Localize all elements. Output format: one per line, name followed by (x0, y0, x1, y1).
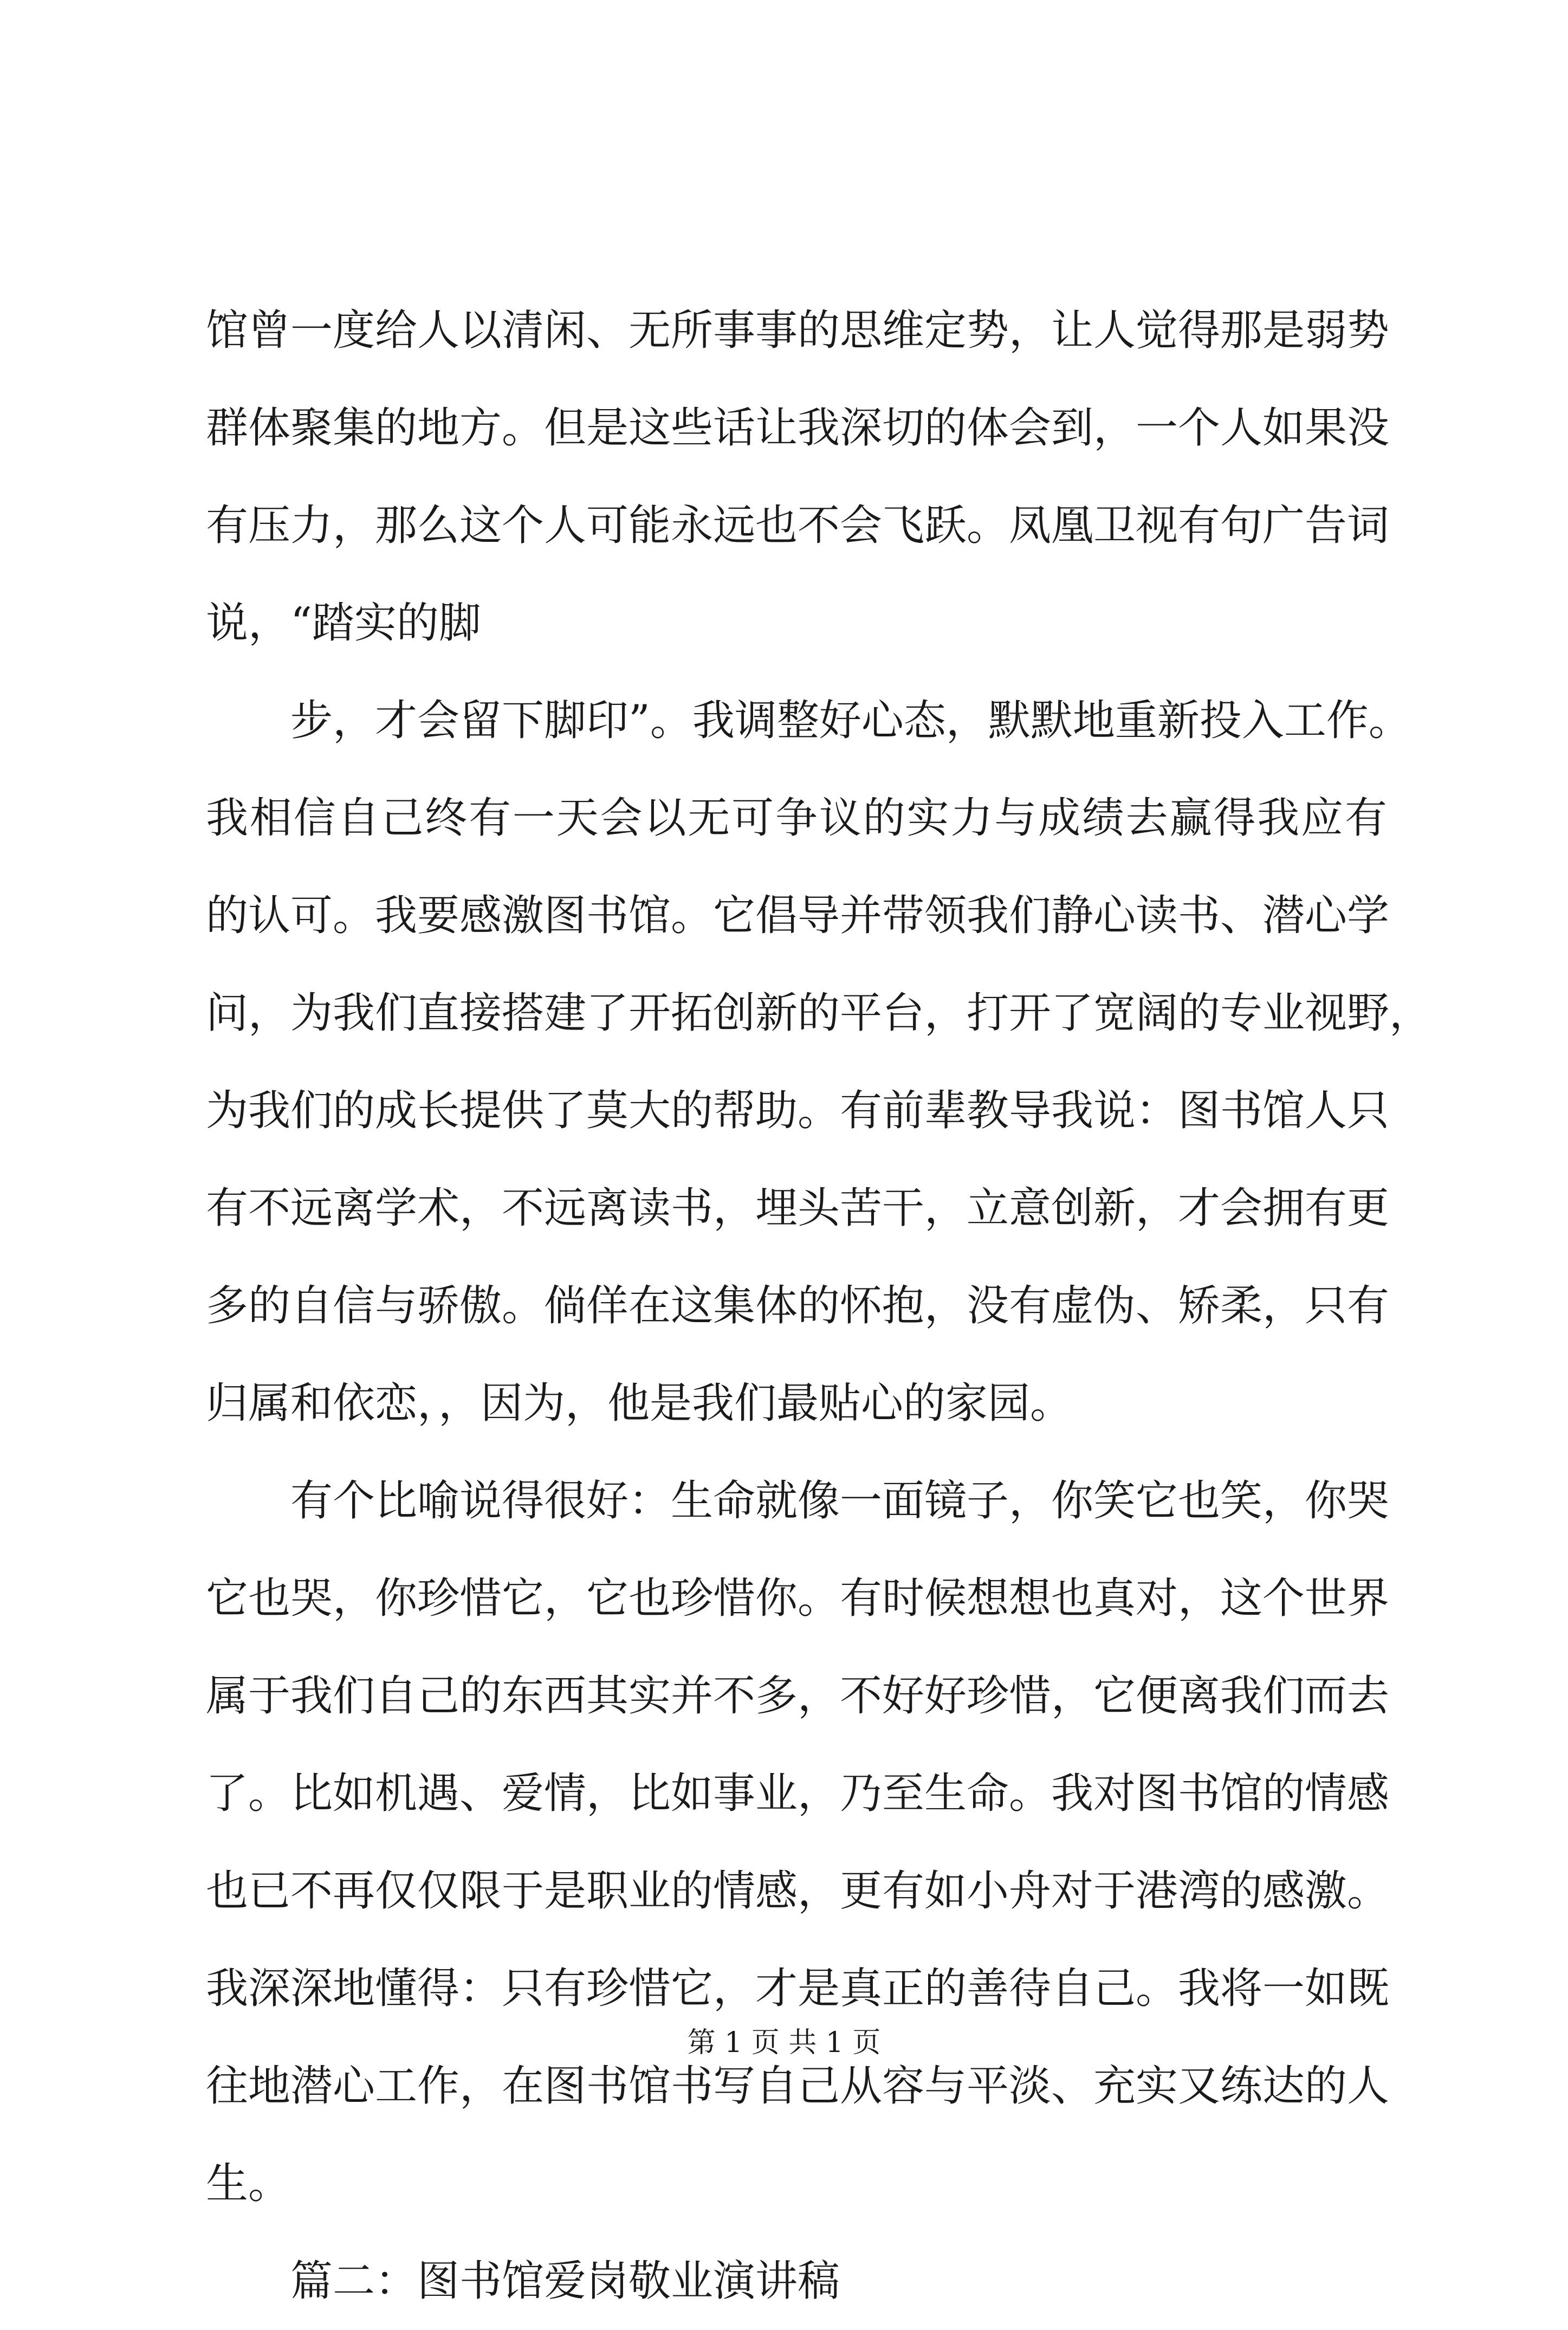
text-line: 我深深地懂得：只有珍惜它，才是真正的善待自己。我将一如既 (206, 1964, 1390, 2013)
paragraph-start-line: 有个比喻说得很好：生命就像一面镜子，你笑它也笑，你哭 (290, 1477, 1390, 1525)
text-line: 为我们的成长提供了莫大的帮助。有前辈教导我说：图书馆人只 (206, 1086, 1390, 1135)
text-line: 问，为我们直接搭建了开拓创新的平台，打开了宽阔的专业视野， (206, 989, 1432, 1038)
text-line: 馆曾一度给人以清闲、无所事事的思维定势，让人觉得那是弱势 (206, 306, 1390, 355)
text-line: 群体聚集的地方。但是这些话让我深切的体会到，一个人如果没 (206, 404, 1390, 452)
text-line: 往地潜心工作，在图书馆书写自己从容与平淡、充实又练达的人 (206, 2062, 1390, 2111)
text-line: 的认可。我要感激图书馆。它倡导并带领我们静心读书、潜心学 (206, 891, 1390, 940)
text-line: 说，“踏实的脚 (206, 599, 481, 648)
text-line: 多的自信与骄傲。倘佯在这集体的怀抱，没有虚伪、矫柔，只有 (206, 1282, 1390, 1330)
text-line: 我相信自己终有一天会以无可争议的实力与成绩去赢得我应有 (206, 794, 1387, 843)
text-line: 也已不再仅仅限于是职业的情感，更有如小舟对于港湾的感激。 (206, 1867, 1390, 1915)
page-footer: 第 1 页 共 1 页 (687, 2027, 881, 2059)
text-line: 了。比如机遇、爱情，比如事业，乃至生命。我对图书馆的情感 (206, 1769, 1390, 1818)
text-line: 它也哭，你珍惜它，它也珍惜你。有时候想想也真对，这个世界 (206, 1574, 1390, 1623)
text-line: 属于我们自己的东西其实并不多，不好好珍惜，它便离我们而去 (206, 1672, 1390, 1720)
text-line: 有不远离学术，不远离读书，埋头苦干，立意创新，才会拥有更 (206, 1184, 1390, 1233)
document-body (206, 282, 1432, 2330)
text-line: 有压力，那么这个人可能永远也不会飞跃。凤凰卫视有句广告词 (206, 501, 1390, 550)
paragraph-start-line: 步，才会留下脚印”。我调整好心态，默默地重新投入工作。 (290, 696, 1411, 745)
text-line: 归属和依恋，，因为，他是我们最贴心的家园。 (206, 1379, 1073, 1428)
text-line: 生。 (206, 2159, 291, 2208)
section-heading: 篇二：图书馆爱岗敬业演讲稿 (290, 2257, 840, 2306)
